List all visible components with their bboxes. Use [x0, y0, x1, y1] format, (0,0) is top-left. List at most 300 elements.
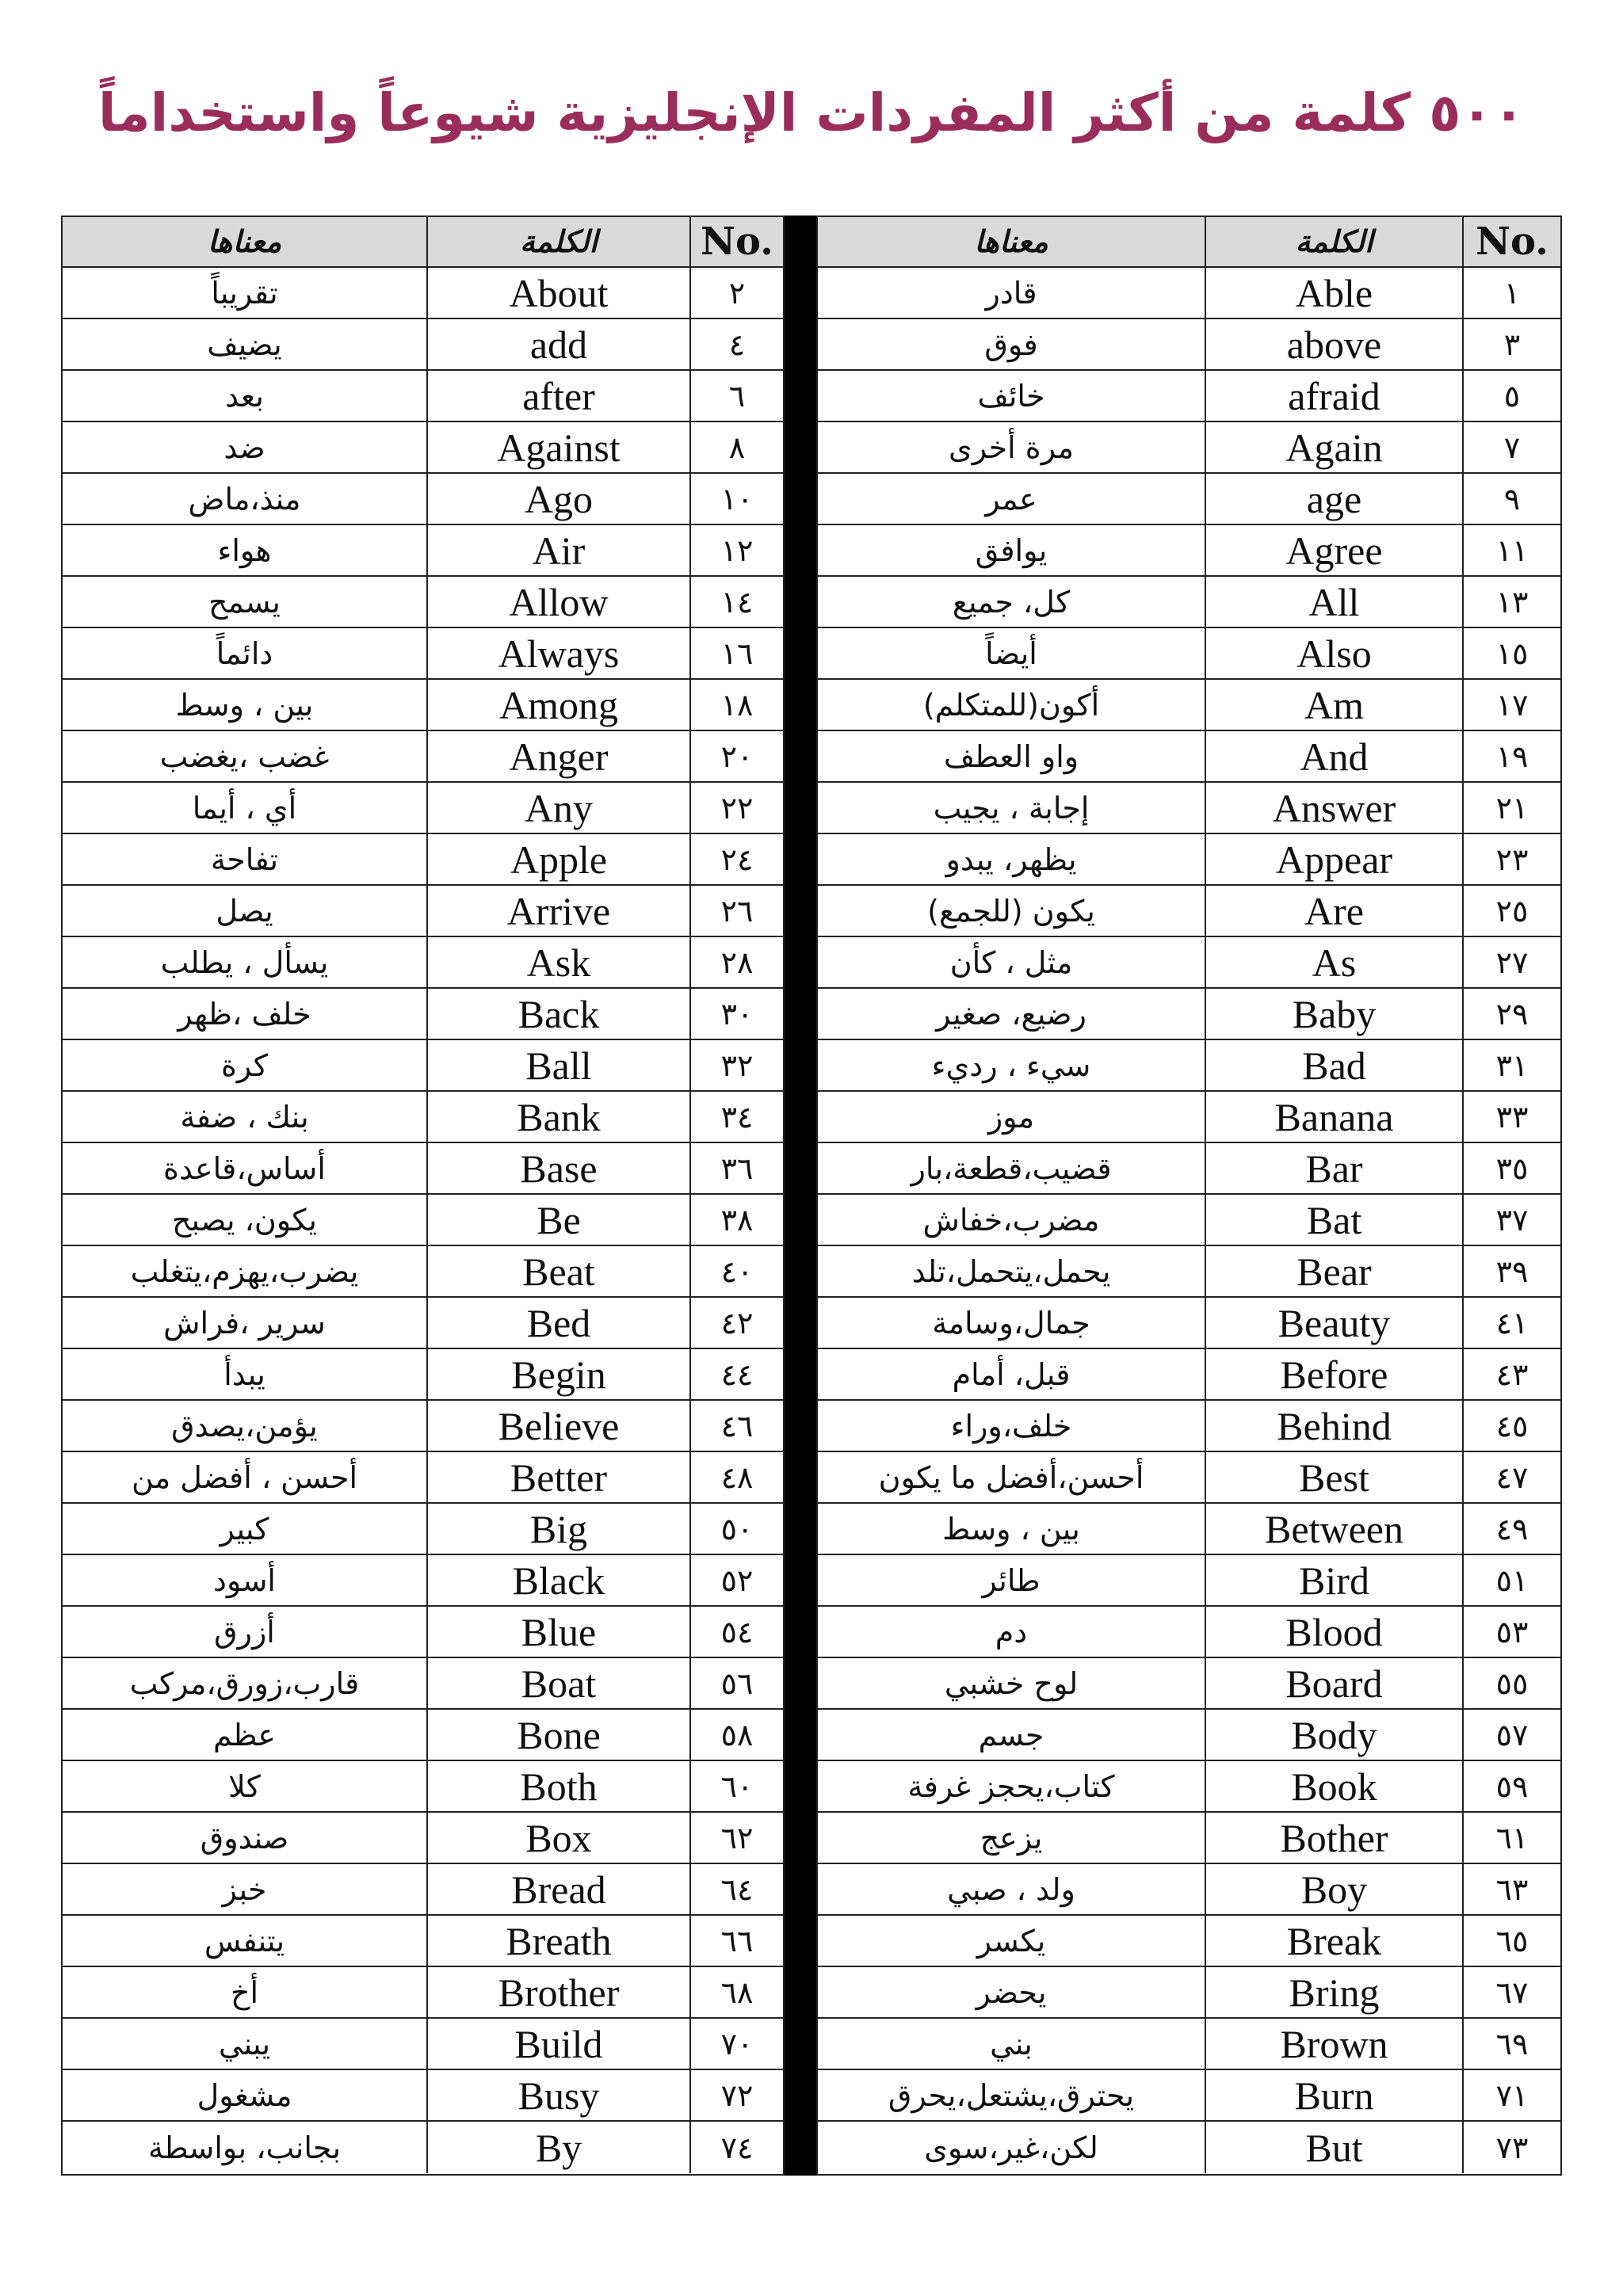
- word-cell: Back: [428, 989, 691, 1039]
- table-row: [818, 1761, 1560, 1813]
- number-cell: ٣٥: [1495, 1150, 1529, 1186]
- word-cell: Break: [1206, 1916, 1464, 1966]
- header-number: No.: [1476, 219, 1549, 264]
- table-left-half: [61, 215, 785, 2176]
- table-row: [818, 1813, 1560, 1864]
- table-row: [818, 1401, 1560, 1452]
- meaning-cell: فوق: [818, 319, 1206, 369]
- meaning-cell: كلا: [63, 1761, 428, 1811]
- table-row: [818, 1452, 1560, 1504]
- number-cell: ٣٣: [1495, 1099, 1529, 1135]
- word-cell: As: [1206, 937, 1464, 987]
- meaning-cell: بنك ، ضفة: [63, 1092, 428, 1142]
- table-row: [63, 1349, 783, 1401]
- meaning-cell: أزرق: [63, 1607, 428, 1657]
- table-row: [818, 1092, 1560, 1143]
- meaning-cell: عمر: [818, 474, 1206, 524]
- word-cell: Beat: [428, 1246, 691, 1296]
- word-cell: age: [1206, 474, 1464, 524]
- word-cell: Before: [1206, 1349, 1464, 1399]
- number-cell: ٤٨: [720, 1459, 754, 1495]
- word-cell: Boy: [1206, 1864, 1464, 1914]
- word-cell: Bother: [1206, 1813, 1464, 1863]
- table-row: [63, 525, 783, 577]
- number-cell: ١٨: [720, 687, 754, 723]
- table-row: [818, 783, 1560, 834]
- table-header-row: [818, 217, 1560, 268]
- meaning-cell: يكون (للجمع): [818, 886, 1206, 936]
- table-header-row: [63, 217, 783, 268]
- number-cell: ١٤: [720, 584, 754, 620]
- meaning-cell: أيضاً: [818, 628, 1206, 678]
- table-row: [63, 1401, 783, 1452]
- number-cell: ٥: [1503, 378, 1521, 414]
- meaning-cell: خلف،وراء: [818, 1401, 1206, 1451]
- table-row: [63, 1504, 783, 1555]
- meaning-cell: دائماً: [63, 628, 428, 678]
- number-cell: ١٩: [1495, 738, 1529, 774]
- meaning-cell: واو العطف: [818, 731, 1206, 781]
- table-row: [818, 1349, 1560, 1401]
- word-cell: Am: [1206, 680, 1464, 730]
- number-cell: ٦١: [1495, 1820, 1529, 1855]
- meaning-cell: لكن،غير،سوى: [818, 2122, 1206, 2173]
- number-cell: ٥٣: [1495, 1614, 1529, 1650]
- word-cell: Also: [1206, 628, 1464, 678]
- center-divider: [785, 215, 816, 2176]
- table-row: [63, 1246, 783, 1298]
- meaning-cell: ضد: [63, 422, 428, 472]
- number-cell: ٣٨: [720, 1202, 754, 1238]
- table-row: [63, 1710, 783, 1761]
- number-cell: ١٥: [1495, 635, 1529, 671]
- number-cell: ٣٢: [720, 1047, 754, 1083]
- meaning-cell: غضب ،يغضب: [63, 731, 428, 781]
- meaning-cell: سيء ، رديء: [818, 1040, 1206, 1090]
- word-cell: Again: [1206, 422, 1464, 472]
- table-row: [818, 680, 1560, 731]
- word-cell: Beauty: [1206, 1298, 1464, 1348]
- number-cell: ٤٢: [720, 1305, 754, 1341]
- table-row: [818, 1555, 1560, 1607]
- number-cell: ٥٥: [1495, 1665, 1529, 1701]
- number-cell: ٢٦: [720, 893, 754, 929]
- number-cell: ١٣: [1495, 584, 1529, 620]
- table-row: [63, 1607, 783, 1658]
- header-number: No.: [701, 219, 773, 264]
- table-row: [818, 628, 1560, 680]
- table-row: [818, 577, 1560, 628]
- word-cell: Base: [428, 1143, 691, 1193]
- meaning-cell: قارب،زورق،مركب: [63, 1658, 428, 1708]
- meaning-cell: هواء: [63, 525, 428, 575]
- table-row: [818, 422, 1560, 474]
- meaning-cell: جسم: [818, 1710, 1206, 1760]
- word-cell: Begin: [428, 1349, 691, 1399]
- number-cell: ٤: [728, 326, 746, 362]
- number-cell: ٣٩: [1495, 1253, 1529, 1289]
- number-cell: ٦٩: [1495, 2026, 1529, 2061]
- table-row: [63, 628, 783, 680]
- meaning-cell: رضيع، صغير: [818, 989, 1206, 1039]
- meaning-cell: أحسن،أفضل ما يكون: [818, 1452, 1206, 1502]
- meaning-cell: بجانب، بواسطة: [63, 2122, 428, 2173]
- meaning-cell: يسأل ، يطلب: [63, 937, 428, 987]
- number-cell: ٢٥: [1495, 893, 1529, 929]
- number-cell: ١٢: [720, 532, 754, 568]
- table-row: [63, 2070, 783, 2122]
- meaning-cell: أكون(للمتكلم): [818, 680, 1206, 730]
- table-row: [63, 1555, 783, 1607]
- word-cell: add: [428, 319, 691, 369]
- table-row: [818, 1246, 1560, 1298]
- meaning-cell: قادر: [818, 268, 1206, 318]
- word-cell: Ask: [428, 937, 691, 987]
- meaning-cell: بين ، وسط: [818, 1504, 1206, 1554]
- table-row: [818, 319, 1560, 371]
- word-cell: Baby: [1206, 989, 1464, 1039]
- word-cell: Box: [428, 1813, 691, 1863]
- table-row: [63, 319, 783, 371]
- word-cell: Ball: [428, 1040, 691, 1090]
- table-row: [63, 731, 783, 783]
- number-cell: ٦: [728, 378, 746, 414]
- word-cell: Burn: [1206, 2070, 1464, 2120]
- word-cell: Ago: [428, 474, 691, 524]
- table-row: [63, 886, 783, 937]
- number-cell: ٨: [728, 429, 746, 465]
- table-row: [63, 371, 783, 422]
- number-cell: ٧١: [1495, 2077, 1529, 2113]
- table-row: [818, 886, 1560, 937]
- table-row: [63, 1813, 783, 1864]
- meaning-cell: خلف ،ظهر: [63, 989, 428, 1039]
- meaning-cell: بعد: [63, 371, 428, 421]
- number-cell: ٢٨: [720, 944, 754, 980]
- number-cell: ٣٦: [720, 1150, 754, 1186]
- word-cell: Board: [1206, 1658, 1464, 1708]
- word-cell: By: [428, 2122, 691, 2173]
- table-row: [63, 1761, 783, 1813]
- table-row: [818, 268, 1560, 319]
- number-cell: ٧٠: [720, 2026, 754, 2061]
- meaning-cell: أي ، أيما: [63, 783, 428, 833]
- number-cell: ١٦: [720, 635, 754, 671]
- meaning-cell: خائف: [818, 371, 1206, 421]
- table-row: [818, 1916, 1560, 1967]
- word-cell: after: [428, 371, 691, 421]
- table-row: [63, 1143, 783, 1195]
- meaning-cell: موز: [818, 1092, 1206, 1142]
- word-cell: All: [1206, 577, 1464, 627]
- number-cell: ٢١: [1495, 790, 1529, 826]
- number-cell: ٤٥: [1495, 1408, 1529, 1444]
- number-cell: ٤٣: [1495, 1356, 1529, 1392]
- meaning-cell: كبير: [63, 1504, 428, 1554]
- table-row: [63, 1864, 783, 1916]
- meaning-cell: يكون، يصبح: [63, 1195, 428, 1245]
- number-cell: ٥٨: [720, 1717, 754, 1753]
- meaning-cell: قبل، أمام: [818, 1349, 1206, 1399]
- number-cell: ٢٧: [1495, 944, 1529, 980]
- meaning-cell: مضرب،خفاش: [818, 1195, 1206, 1245]
- meaning-cell: يبدأ: [63, 1349, 428, 1399]
- meaning-cell: قضيب،قطعة،بار: [818, 1143, 1206, 1193]
- word-cell: Bat: [1206, 1195, 1464, 1245]
- word-cell: Apple: [428, 834, 691, 884]
- meaning-cell: أساس،قاعدة: [63, 1143, 428, 1193]
- table-row: [818, 1864, 1560, 1916]
- table-row: [818, 2122, 1560, 2173]
- table-row: [63, 680, 783, 731]
- table-row: [818, 474, 1560, 525]
- meaning-cell: عظم: [63, 1710, 428, 1760]
- meaning-cell: مرة أخرى: [818, 422, 1206, 472]
- number-cell: ٦٤: [720, 1871, 754, 1907]
- word-cell: Blood: [1206, 1607, 1464, 1657]
- word-cell: Book: [1206, 1761, 1464, 1811]
- table-row: [818, 1143, 1560, 1195]
- meaning-cell: يوافق: [818, 525, 1206, 575]
- number-cell: ١٧: [1495, 687, 1529, 723]
- word-cell: Banana: [1206, 1092, 1464, 1142]
- table-row: [818, 2070, 1560, 2122]
- header-meaning: معناها: [818, 217, 1206, 266]
- table-row: [63, 1092, 783, 1143]
- word-cell: Busy: [428, 2070, 691, 2120]
- meaning-cell: مثل ، كأن: [818, 937, 1206, 987]
- word-cell: Body: [1206, 1710, 1464, 1760]
- header-meaning: معناها: [63, 217, 428, 266]
- number-cell: ٢٩: [1495, 996, 1529, 1032]
- number-cell: ٣٤: [720, 1099, 754, 1135]
- word-cell: Big: [428, 1504, 691, 1554]
- word-cell: Bank: [428, 1092, 691, 1142]
- meaning-cell: يضيف: [63, 319, 428, 369]
- table-row: [818, 731, 1560, 783]
- table-row: [818, 937, 1560, 989]
- table-row: [63, 2019, 783, 2070]
- table-row: [63, 1452, 783, 1504]
- word-cell: About: [428, 268, 691, 318]
- number-cell: ٧: [1503, 429, 1521, 465]
- word-cell: Bone: [428, 1710, 691, 1760]
- number-cell: ٤٩: [1495, 1511, 1529, 1547]
- table-row: [818, 1298, 1560, 1349]
- word-cell: Air: [428, 525, 691, 575]
- number-cell: ٥٧: [1495, 1717, 1529, 1753]
- table-right-half: [816, 215, 1562, 2176]
- table-row: [63, 937, 783, 989]
- meaning-cell: يبني: [63, 2019, 428, 2069]
- word-cell: Black: [428, 1555, 691, 1605]
- number-cell: ١: [1503, 275, 1521, 311]
- word-cell: Are: [1206, 886, 1464, 936]
- word-cell: Answer: [1206, 783, 1464, 833]
- number-cell: ٥٦: [720, 1665, 754, 1701]
- meaning-cell: يضرب،يهزم،يتغلب: [63, 1246, 428, 1296]
- meaning-cell: يتنفس: [63, 1916, 428, 1966]
- word-cell: Build: [428, 2019, 691, 2069]
- page-title: ٥٠٠ كلمة من أكثر المفردات الإنجليزية شيوعاً واستخداماً: [98, 82, 1525, 143]
- number-cell: ٧٤: [720, 2130, 754, 2165]
- meaning-cell: كرة: [63, 1040, 428, 1090]
- meaning-cell: سرير ،فراش: [63, 1298, 428, 1348]
- number-cell: ٦٠: [720, 1768, 754, 1804]
- number-cell: ٧٣: [1495, 2130, 1529, 2165]
- number-cell: ٢٤: [720, 841, 754, 877]
- word-cell: Both: [428, 1761, 691, 1811]
- number-cell: ٥٤: [720, 1614, 754, 1650]
- number-cell: ٣٠: [720, 996, 754, 1032]
- number-cell: ٢٠: [720, 738, 754, 774]
- table-row: [63, 2122, 783, 2173]
- word-cell: Agree: [1206, 525, 1464, 575]
- word-cell: Brown: [1206, 2019, 1464, 2069]
- number-cell: ٣: [1503, 326, 1521, 362]
- number-cell: ٣٧: [1495, 1202, 1529, 1238]
- word-cell: above: [1206, 319, 1464, 369]
- meaning-cell: يحمل،يتحمل،تلد: [818, 1246, 1206, 1296]
- meaning-cell: يزعج: [818, 1813, 1206, 1863]
- meaning-cell: يؤمن،يصدق: [63, 1401, 428, 1451]
- vocabulary-table: [61, 215, 1562, 2176]
- number-cell: ٦٧: [1495, 1974, 1529, 2010]
- meaning-cell: كتاب،يحجز غرفة: [818, 1761, 1206, 1811]
- word-cell: Bird: [1206, 1555, 1464, 1605]
- number-cell: ٤١: [1495, 1305, 1529, 1341]
- word-cell: Appear: [1206, 834, 1464, 884]
- number-cell: ٤٤: [720, 1356, 754, 1392]
- word-cell: Breath: [428, 1916, 691, 1966]
- word-cell: Among: [428, 680, 691, 730]
- table-row: [63, 268, 783, 319]
- word-cell: Always: [428, 628, 691, 678]
- number-cell: ٢٢: [720, 790, 754, 826]
- word-cell: Brother: [428, 1967, 691, 2017]
- meaning-cell: ولد ، صبي: [818, 1864, 1206, 1914]
- word-cell: Bar: [1206, 1143, 1464, 1193]
- number-cell: ٢: [728, 275, 746, 311]
- meaning-cell: أحسن ، أفضل من: [63, 1452, 428, 1502]
- table-row: [818, 1040, 1560, 1092]
- number-cell: ١٠: [720, 481, 754, 517]
- word-cell: Blue: [428, 1607, 691, 1657]
- table-row: [63, 1195, 783, 1246]
- number-cell: ٥٢: [720, 1562, 754, 1598]
- number-cell: ٦٥: [1495, 1923, 1529, 1958]
- word-cell: Bear: [1206, 1246, 1464, 1296]
- word-cell: Behind: [1206, 1401, 1464, 1451]
- word-cell: Any: [428, 783, 691, 833]
- number-cell: ٥١: [1495, 1562, 1529, 1598]
- word-cell: afraid: [1206, 371, 1464, 421]
- table-row: [818, 1195, 1560, 1246]
- meaning-cell: يحضر: [818, 1967, 1206, 2017]
- table-row: [818, 1658, 1560, 1710]
- table-row: [818, 525, 1560, 577]
- word-cell: Bed: [428, 1298, 691, 1348]
- meaning-cell: تفاحة: [63, 834, 428, 884]
- meaning-cell: مشغول: [63, 2070, 428, 2120]
- number-cell: ٦٢: [720, 1820, 754, 1855]
- table-row: [63, 783, 783, 834]
- meaning-cell: يحترق،يشتعل،يحرق: [818, 2070, 1206, 2120]
- meaning-cell: صندوق: [63, 1813, 428, 1863]
- table-row: [818, 1607, 1560, 1658]
- meaning-cell: إجابة ، يجيب: [818, 783, 1206, 833]
- number-cell: ٢٣: [1495, 841, 1529, 877]
- word-cell: Be: [428, 1195, 691, 1245]
- table-row: [63, 989, 783, 1040]
- word-cell: Believe: [428, 1401, 691, 1451]
- table-row: [63, 1298, 783, 1349]
- meaning-cell: لوح خشبي: [818, 1658, 1206, 1708]
- number-cell: ٣١: [1495, 1047, 1529, 1083]
- table-row: [63, 422, 783, 474]
- table-row: [63, 1040, 783, 1092]
- meaning-cell: منذ،ماض: [63, 474, 428, 524]
- table-row: [818, 989, 1560, 1040]
- number-cell: ٤٦: [720, 1408, 754, 1444]
- word-cell: Against: [428, 422, 691, 472]
- meaning-cell: تقريباً: [63, 268, 428, 318]
- number-cell: ١١: [1495, 532, 1529, 568]
- table-row: [818, 1710, 1560, 1761]
- table-row: [63, 1916, 783, 1967]
- number-cell: ٦٦: [720, 1923, 754, 1958]
- meaning-cell: طائر: [818, 1555, 1206, 1605]
- meaning-cell: أخ: [63, 1967, 428, 2017]
- number-cell: ٤٧: [1495, 1459, 1529, 1495]
- word-cell: Best: [1206, 1452, 1464, 1502]
- table-row: [63, 834, 783, 886]
- word-cell: Bread: [428, 1864, 691, 1914]
- meaning-cell: جمال،وسامة: [818, 1298, 1206, 1348]
- meaning-cell: يسمح: [63, 577, 428, 627]
- word-cell: And: [1206, 731, 1464, 781]
- table-row: [63, 1658, 783, 1710]
- word-cell: Able: [1206, 268, 1464, 318]
- meaning-cell: يكسر: [818, 1916, 1206, 1966]
- word-cell: Anger: [428, 731, 691, 781]
- number-cell: ٥٩: [1495, 1768, 1529, 1804]
- meaning-cell: بني: [818, 2019, 1206, 2069]
- header-word: الكلمة: [428, 217, 691, 266]
- word-cell: Bad: [1206, 1040, 1464, 1090]
- meaning-cell: يظهر، يبدو: [818, 834, 1206, 884]
- number-cell: ٦٣: [1495, 1871, 1529, 1907]
- meaning-cell: بين ، وسط: [63, 680, 428, 730]
- meaning-cell: خبز: [63, 1864, 428, 1914]
- meaning-cell: يصل: [63, 886, 428, 936]
- meaning-cell: أسود: [63, 1555, 428, 1605]
- number-cell: ٤٠: [720, 1253, 754, 1289]
- word-cell: Better: [428, 1452, 691, 1502]
- meaning-cell: كل، جميع: [818, 577, 1206, 627]
- word-cell: Boat: [428, 1658, 691, 1708]
- table-row: [818, 2019, 1560, 2070]
- word-cell: Bring: [1206, 1967, 1464, 2017]
- table-row: [818, 371, 1560, 422]
- meaning-cell: دم: [818, 1607, 1206, 1657]
- header-word: الكلمة: [1206, 217, 1464, 266]
- table-row: [818, 1504, 1560, 1555]
- table-row: [818, 834, 1560, 886]
- word-cell: Arrive: [428, 886, 691, 936]
- word-cell: Allow: [428, 577, 691, 627]
- number-cell: ٦٨: [720, 1974, 754, 2010]
